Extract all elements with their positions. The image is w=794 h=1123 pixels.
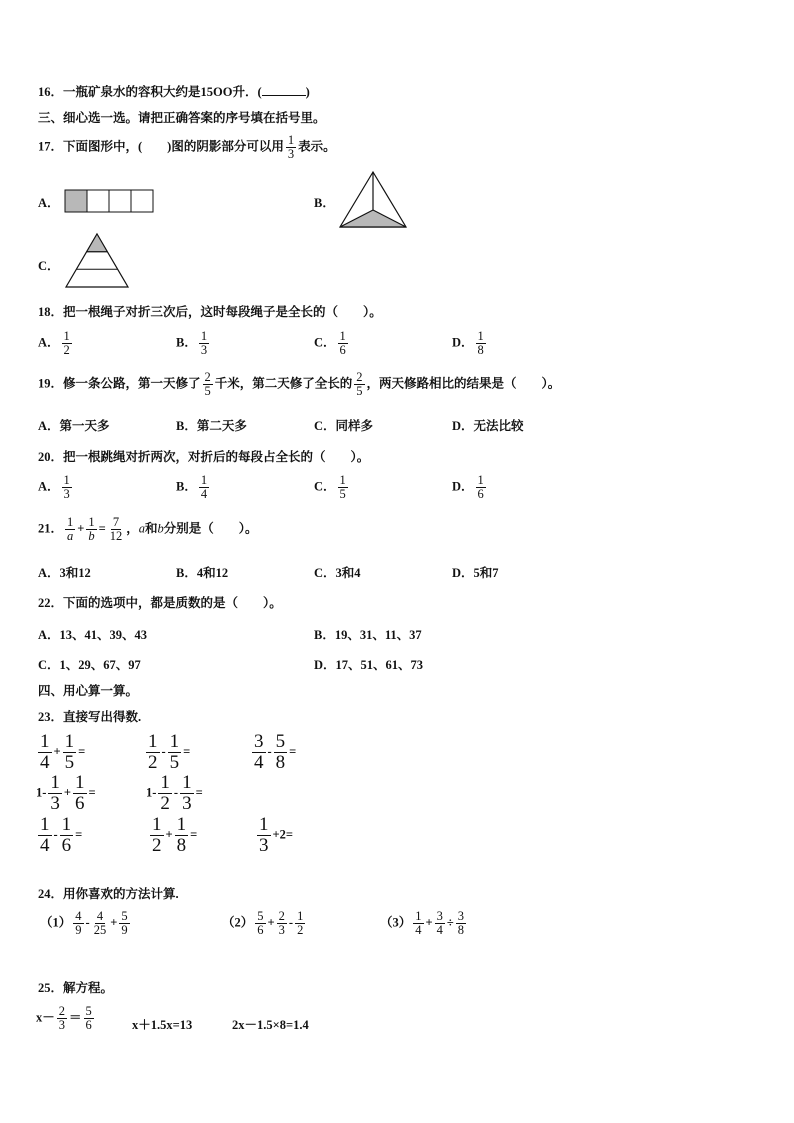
q21-option-d[interactable]: D．5和7 — [452, 566, 499, 580]
q20-option-b[interactable]: B． $\frac{1}{4}$ — [176, 473, 208, 502]
calc-part-3: （3） $\frac{1}{4}$ + $\frac{3}{4}$ ÷ $\frac{3}{8}$ — [380, 909, 465, 938]
question-16: 16．一瓶矿泉水的容积大约是15OO升．( ) — [38, 85, 310, 99]
q18-option-b[interactable]: B． $\frac{1}{3}$ — [176, 329, 208, 358]
q22-option-c[interactable]: C．1、29、67、97 — [38, 658, 141, 672]
question-22: 22．下面的选项中，都是质数的是（ ）。 — [38, 596, 282, 610]
option-b-figure — [338, 170, 408, 230]
question-25: 25．解方程。 — [38, 981, 114, 995]
calc-item: $\frac{1}{4}$ + $\frac{1}{5}$ = — [40, 731, 86, 773]
equation-1: x－ $\frac{2}{3}$ ＝ $\frac{5}{6}$ — [36, 1004, 92, 1033]
option-a-figure — [64, 189, 156, 215]
question-20: 20．把一根跳绳对折两次，对折后的每段占全长的（ ）。 — [38, 450, 370, 464]
q18-option-c[interactable]: C． $\frac{1}{6}$ — [314, 329, 346, 358]
q21-option-c[interactable]: C．3和4 — [314, 566, 361, 580]
option-c-label: C． — [38, 259, 60, 273]
equation-2: x＋1.5x=13 — [132, 1018, 193, 1032]
question-23: 23．直接写出得数. — [38, 710, 142, 724]
question-19: 19．修一条公路，第一天修了 $\frac{2}{5}$ 千米，第二天修了全长的 $\frac{2}{5}$ ，两天修路相比的结果是（ ）。 — [38, 370, 561, 399]
question-18: 18．把一根绳子对折三次后，这时每段绳子是全长的（ ）。 — [38, 305, 382, 319]
q20-option-a[interactable]: A． $\frac{1}{3}$ — [38, 473, 70, 502]
calc-part-1: （1） $\frac{4}{9}$ - $\frac{4}{25}$ + $\frac{5}{9}$ — [40, 909, 128, 938]
q19-option-a[interactable]: A．第一天多 — [38, 419, 110, 433]
q20-option-c[interactable]: C． $\frac{1}{5}$ — [314, 473, 346, 502]
calc-item: $\frac{1}{2}$ + $\frac{1}{8}$ = — [152, 814, 198, 856]
question-24: 24．用你喜欢的方法计算. — [38, 887, 179, 901]
section-4-heading: 四、用心算一算。 — [38, 684, 139, 698]
option-c-figure — [64, 232, 130, 290]
calc-item: $\frac{1}{3}$ +2= — [259, 814, 293, 856]
q20-option-d[interactable]: D． $\frac{1}{6}$ — [452, 473, 484, 502]
q21-option-a[interactable]: A．3和12 — [38, 566, 91, 580]
question-17: 17．下面图形中，( )图的阴影部分可以用 $\frac{1}{3}$ 表示。 — [38, 133, 336, 162]
q21-option-b[interactable]: B．4和12 — [176, 566, 229, 580]
q18-option-d[interactable]: D． $\frac{1}{8}$ — [452, 329, 484, 358]
option-a-label: A． — [38, 196, 60, 210]
answer-blank[interactable] — [262, 83, 306, 96]
calc-item: $\frac{1}{4}$ - $\frac{1}{6}$ = — [40, 814, 83, 856]
q22-option-d[interactable]: D．17、51、61、73 — [314, 658, 424, 672]
q18-option-a[interactable]: A． $\frac{1}{2}$ — [38, 329, 70, 358]
q19-option-c[interactable]: C．同样多 — [314, 419, 374, 433]
equation-3: 2x－1.5×8=1.4 — [232, 1018, 309, 1032]
q22-option-a[interactable]: A．13、41、39、43 — [38, 628, 148, 642]
question-21: 21． $\frac{1}{a}$ + $\frac{1}{b}$ = $\frac{7}{12}$ ，a和b分别是（ ）。 — [38, 515, 258, 544]
calc-part-2: （2） $\frac{5}{6}$ + $\frac{2}{3}$ - $\frac{1}{2}$ — [222, 909, 304, 938]
option-b-label: B． — [314, 196, 335, 210]
section-3-heading: 三、细心选一选。请把正确答案的序号填在括号里。 — [38, 111, 326, 125]
calc-item: 1- $\frac{1}{2}$ - $\frac{1}{3}$ = — [146, 772, 203, 814]
q19-option-d[interactable]: D．无法比较 — [452, 419, 524, 433]
q19-option-b[interactable]: B．第二天多 — [176, 419, 247, 433]
calc-item: $\frac{3}{4}$ - $\frac{5}{8}$ = — [254, 731, 297, 773]
calc-item: 1- $\frac{1}{3}$ + $\frac{1}{6}$ = — [36, 772, 96, 814]
calc-item: $\frac{1}{2}$ - $\frac{1}{5}$ = — [148, 731, 191, 773]
q22-option-b[interactable]: B．19、31、11、37 — [314, 628, 422, 642]
